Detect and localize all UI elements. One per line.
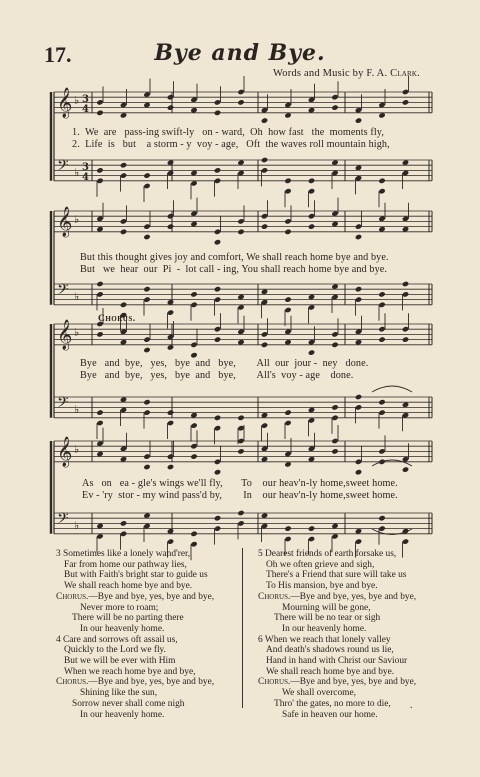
verse-text: 4 Care and sorrows oft assail us, [56, 634, 178, 645]
verse-line [258, 677, 416, 688]
note-head [355, 234, 362, 240]
note-head [214, 336, 221, 342]
credit-prefix: Words and Music by F. A. [273, 68, 391, 79]
note-head [308, 223, 315, 229]
flat-icon: ♭ [74, 94, 80, 107]
verses-left-column [56, 549, 214, 720]
verse-text: 3 Sometimes like a lonely wand'rer, [56, 549, 191, 559]
note-head [143, 399, 150, 405]
note-head [378, 515, 385, 521]
flat-icon: ♭ [74, 326, 80, 339]
verse-text: Shining like the sun, [80, 688, 158, 699]
verse-text: In our heavenly home. [80, 709, 165, 720]
note-head [214, 469, 221, 475]
verse-text: Oh we often grieve and sigh, [266, 559, 375, 570]
note-head [237, 510, 244, 516]
time-signature-bottom: 4 [82, 104, 89, 115]
time-signature-top: 3 [82, 162, 89, 173]
chorus-label: Chorus. [258, 591, 291, 602]
note-head [167, 464, 174, 470]
note-head [284, 525, 291, 531]
note-head [214, 167, 221, 173]
note-head [355, 286, 362, 292]
verse-line [56, 624, 214, 635]
flat-icon: ♭ [74, 290, 80, 303]
verse-line [258, 570, 416, 581]
note-head [214, 415, 221, 421]
note-head [214, 286, 221, 292]
verse-text: In our heavenly home. [282, 623, 367, 634]
note-head [96, 409, 103, 415]
note-head [237, 448, 244, 454]
chorus-label: Chorus. [258, 677, 291, 688]
verse-line [56, 570, 214, 581]
verse-line [258, 645, 416, 656]
note-head [261, 157, 268, 163]
note-head [331, 104, 338, 110]
verse-line [258, 656, 416, 667]
note-head [308, 525, 315, 531]
column-divider [242, 548, 243, 708]
verse-line [258, 549, 416, 560]
verse-line [56, 688, 214, 699]
verse-line [258, 635, 416, 646]
verse-text: Mourning will be gone, [282, 602, 371, 613]
system-2-lyric-line-1: But this thought gives joy and comfort, We shall reach home bye and bye. [80, 252, 389, 263]
flat-icon: ♭ [74, 403, 80, 416]
bass-clef-icon: 𝄢 [57, 510, 69, 531]
system-4-lyric-line-1: As on ea - gle's wings we'll fly, To our heav'n-ly home,sweet home. [82, 478, 398, 489]
verse-text: We shall reach home bye and bye. [64, 581, 193, 592]
note-head [261, 342, 268, 348]
note-head [402, 281, 409, 287]
verse-text: And death's shadows round us lie, [266, 645, 394, 656]
verses-right-column [258, 549, 416, 720]
verse-line [56, 603, 214, 614]
verse-line [56, 656, 214, 667]
bass-clef-icon: 𝄢 [57, 394, 69, 415]
verse-line [258, 603, 416, 614]
treble-clef-icon: 𝄞 [57, 88, 73, 118]
verse-text: —Bye and bye, yes, bye and bye, [88, 591, 215, 602]
verse-line [56, 645, 214, 656]
note-head [284, 409, 291, 415]
verse-text: Quickly to the Lord we fly. [64, 645, 166, 656]
chorus-label: Chorus. [56, 591, 89, 602]
note-head [308, 349, 315, 355]
note-head [143, 172, 150, 178]
note-head [214, 515, 221, 521]
flat-icon: ♭ [74, 166, 80, 179]
verse-line [258, 560, 416, 571]
treble-clef-icon: 𝄞 [57, 207, 73, 237]
slur [372, 386, 412, 392]
verse-line [258, 592, 416, 603]
treble-clef-icon: 𝄞 [57, 320, 73, 350]
note-head [120, 302, 127, 308]
verse-text: To His mansion, bye and bye. [266, 581, 378, 592]
note-head [261, 117, 268, 123]
verse-line [56, 677, 214, 688]
note-head [143, 464, 150, 470]
system-1-lyric-line-1: 1. We are pass-ing swift-ly on - ward, Oh how fast the moments fly, [72, 127, 384, 138]
note-head [190, 531, 197, 537]
verse-line [56, 581, 214, 592]
verse-line [56, 699, 214, 710]
note-head [190, 291, 197, 297]
note-head [120, 520, 127, 526]
note-head [284, 178, 291, 184]
verse-text: In our heavenly home. [80, 623, 165, 634]
verse-text: Hand in hand with Christ our Saviour [266, 656, 408, 667]
note-head [167, 104, 174, 110]
note-head [120, 229, 127, 235]
note-head [143, 347, 150, 353]
note-head [237, 99, 244, 105]
verse-text: When we reach home bye and bye, [64, 666, 196, 677]
verse-text: There's a Friend that sure will take us [266, 570, 407, 581]
note-head [96, 281, 103, 287]
page-corner-mark: . [410, 700, 413, 711]
verse-line [56, 592, 214, 603]
note-head [214, 239, 221, 245]
note-head [167, 223, 174, 229]
note-head [402, 336, 409, 342]
verse-line [56, 710, 214, 721]
note-head [143, 286, 150, 292]
system-1-lyric-line-2: 2. Life is but a storm - y voy - age, Oft the waves roll mountain high, [72, 139, 390, 150]
verse-line [56, 635, 214, 646]
verse-text: 5 Dearest friends of earth forsake us, [258, 549, 397, 559]
verse-line [56, 613, 214, 624]
verse-text: There will be no parting there [72, 613, 184, 624]
note-head [355, 117, 362, 123]
flat-icon: ♭ [74, 519, 80, 532]
verse-text: Thro' the gates, no more to die, [274, 698, 391, 709]
verse-text: There will be no tear or sigh [274, 613, 381, 624]
note-head [378, 291, 385, 297]
note-head [284, 296, 291, 302]
hymn-title: Bye and Bye. [154, 40, 326, 66]
note-head [120, 162, 127, 168]
verse-text: Safe in heaven our home. [282, 709, 378, 720]
verse-line [258, 613, 416, 624]
bass-clef-icon: 𝄢 [57, 157, 69, 178]
bass-clef-icon: 𝄢 [57, 281, 69, 302]
system-3-lyric-line-1: Bye and bye, yes, bye and bye, All our jour - ney done. [80, 358, 369, 369]
verse-line [56, 560, 214, 571]
note-head [378, 399, 385, 405]
verse-text: Sorrow never shall come nigh [72, 698, 185, 709]
system-3-lyric-line-2: Bye and bye, yes, bye and bye, All's voy - age done. [80, 370, 354, 381]
verse-text: 6 When we reach that lonely valley [258, 634, 391, 645]
verse-text: Never more to roam; [80, 602, 159, 613]
note-head [96, 331, 103, 337]
verse-line [258, 581, 416, 592]
treble-clef-icon: 𝄞 [57, 437, 73, 467]
verse-text: We shall overcome, [282, 688, 356, 699]
time-signature-top: 3 [82, 94, 89, 105]
verse-line [258, 688, 416, 699]
note-head [143, 234, 150, 240]
verse-text: But with Faith's bright star to guide us [64, 570, 208, 581]
verse-text: —Bye and bye, yes, bye and bye, [290, 677, 417, 688]
time-signature-bottom: 4 [82, 172, 89, 183]
note-head [237, 415, 244, 421]
note-head [237, 229, 244, 235]
verse-line [258, 667, 416, 678]
chorus-label: Chorus. [98, 314, 136, 324]
verse-text: Far from home our pathway lies, [64, 559, 187, 570]
system-2-lyric-line-2: But we hear our Pi - lot call - ing, You shall reach home bye and bye. [80, 264, 388, 275]
note-head [167, 409, 174, 415]
verse-text: We shall reach home bye and bye. [266, 666, 395, 677]
note-head [331, 342, 338, 348]
verse-line [258, 699, 416, 710]
note-head [308, 178, 315, 184]
verse-text: —Bye and bye, yes, bye and bye, [88, 677, 215, 688]
note-head [378, 336, 385, 342]
verse-line [56, 667, 214, 678]
hymn-number: 17. [44, 42, 72, 67]
verse-text: —Bye and bye, yes, bye and bye, [290, 591, 417, 602]
note-head [284, 229, 291, 235]
note-head [261, 223, 268, 229]
note-head [402, 99, 409, 105]
note-head [96, 110, 103, 116]
flat-icon: ♭ [74, 213, 80, 226]
credit-name: Clark. [390, 68, 420, 79]
verse-line [258, 624, 416, 635]
verse-line [56, 549, 214, 560]
note-head [378, 178, 385, 184]
chorus-label: Chorus. [56, 677, 89, 688]
verse-text: But we will be ever with Him [64, 656, 176, 667]
verse-line [258, 710, 416, 721]
note-head [331, 404, 338, 410]
flat-icon: ♭ [74, 443, 80, 456]
note-head [402, 466, 409, 472]
note-head [331, 448, 338, 454]
note-head [214, 110, 221, 116]
note-head [355, 469, 362, 475]
note-head [190, 453, 197, 459]
note-head [355, 394, 362, 400]
note-head [96, 167, 103, 173]
system-4-lyric-line-2: Ev - 'ry stor - my wind pass'd by, In our heav'n-ly home,sweet home. [82, 490, 398, 501]
